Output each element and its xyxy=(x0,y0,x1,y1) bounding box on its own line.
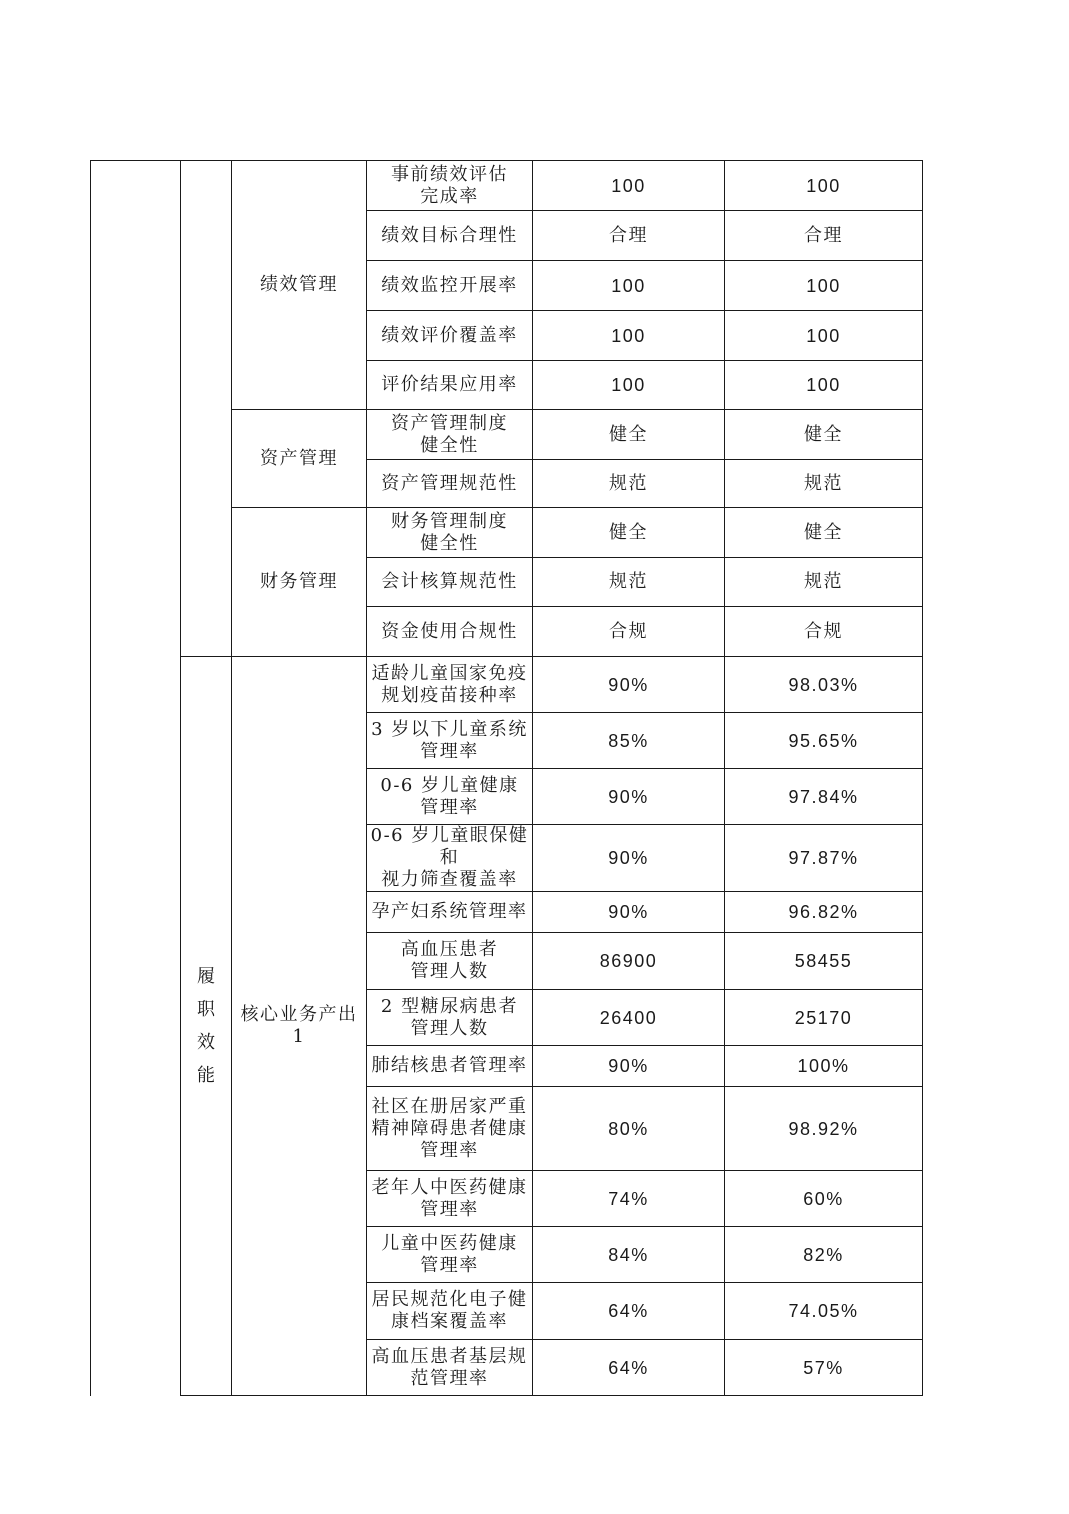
indicator-cell: 绩效监控开展率 xyxy=(367,261,533,311)
table-body xyxy=(91,161,923,1396)
actual-value: 60% xyxy=(725,1171,923,1227)
target-value: 100 xyxy=(533,361,725,410)
actual-value: 100 xyxy=(725,361,923,410)
indicator-cell: 高血压患者基层规 范管理率 xyxy=(367,1340,533,1396)
target-value: 74% xyxy=(533,1171,725,1227)
level2-duty-cell xyxy=(181,657,232,1396)
group-asset-mgmt: 资产管理 xyxy=(232,410,367,508)
actual-value: 98.03% xyxy=(725,657,923,713)
target-value: 合规 xyxy=(533,607,725,657)
actual-value: 25170 xyxy=(725,990,923,1046)
target-value: 90% xyxy=(533,825,725,892)
actual-value: 健全 xyxy=(725,508,923,558)
indicator-cell: 儿童中医药健康 管理率 xyxy=(367,1227,533,1283)
indicator-cell: 绩效目标合理性 xyxy=(367,211,533,261)
indicator-cell: 适龄儿童国家免疫 规划疫苗接种率 xyxy=(367,657,533,713)
indicator-cell: 事前绩效评估 完成率 xyxy=(367,161,533,211)
group-core-output: 核心业务产出 1 xyxy=(232,657,367,1396)
group-perf-mgmt: 绩效管理 xyxy=(232,161,367,410)
actual-value: 97.87% xyxy=(725,825,923,892)
target-value: 26400 xyxy=(533,990,725,1046)
indicator-cell: 绩效评价覆盖率 xyxy=(367,311,533,361)
actual-value: 健全 xyxy=(725,410,923,460)
indicator-cell: 评价结果应用率 xyxy=(367,361,533,410)
level1-duty-label: 履 职 效 能 xyxy=(197,966,215,1086)
actual-value: 规范 xyxy=(725,460,923,508)
target-value: 100 xyxy=(533,311,725,361)
group-finance-mgmt: 财务管理 xyxy=(232,508,367,657)
target-value: 90% xyxy=(533,769,725,825)
indicator-cell: 高血压患者 管理人数 xyxy=(367,933,533,990)
indicator-cell: 0-6 岁儿童健康 管理率 xyxy=(367,769,533,825)
indicator-cell: 财务管理制度 健全性 xyxy=(367,508,533,558)
actual-value: 58455 xyxy=(725,933,923,990)
level1-blank-cell xyxy=(91,161,181,1396)
target-value: 90% xyxy=(533,1046,725,1087)
actual-value: 95.65% xyxy=(725,713,923,769)
actual-value: 74.05% xyxy=(725,1283,923,1340)
indicator-cell: 孕产妇系统管理率 xyxy=(367,892,533,933)
actual-value: 规范 xyxy=(725,558,923,607)
target-value: 84% xyxy=(533,1227,725,1283)
actual-value: 合规 xyxy=(725,607,923,657)
actual-value: 100 xyxy=(725,261,923,311)
actual-value: 98.92% xyxy=(725,1087,923,1171)
actual-value: 82% xyxy=(725,1227,923,1283)
target-value: 规范 xyxy=(533,460,725,508)
target-value: 健全 xyxy=(533,508,725,558)
actual-value: 96.82% xyxy=(725,892,923,933)
indicator-cell: 资产管理规范性 xyxy=(367,460,533,508)
level2-blank-cell xyxy=(181,161,232,657)
performance-table xyxy=(90,160,923,1396)
target-value: 64% xyxy=(533,1340,725,1396)
target-value: 85% xyxy=(533,713,725,769)
indicator-cell: 0-6 岁儿童眼保健和 视力筛查覆盖率 xyxy=(367,825,533,892)
actual-value: 100 xyxy=(725,161,923,211)
actual-value: 100% xyxy=(725,1046,923,1087)
actual-value: 57% xyxy=(725,1340,923,1396)
target-value: 64% xyxy=(533,1283,725,1340)
indicator-cell: 3 岁以下儿童系统 管理率 xyxy=(367,713,533,769)
target-value: 100 xyxy=(533,161,725,211)
actual-value: 97.84% xyxy=(725,769,923,825)
indicator-cell: 老年人中医药健康 管理率 xyxy=(367,1171,533,1227)
target-value: 合理 xyxy=(533,211,725,261)
indicator-cell: 社区在册居家严重 精神障碍患者健康 管理率 xyxy=(367,1087,533,1171)
target-value: 86900 xyxy=(533,933,725,990)
actual-value: 合理 xyxy=(725,211,923,261)
indicator-cell: 2 型糖尿病患者 管理人数 xyxy=(367,990,533,1046)
indicator-cell: 资金使用合规性 xyxy=(367,607,533,657)
target-value: 100 xyxy=(533,261,725,311)
actual-value: 100 xyxy=(725,311,923,361)
indicator-cell: 资产管理制度 健全性 xyxy=(367,410,533,460)
target-value: 80% xyxy=(533,1087,725,1171)
indicator-cell: 居民规范化电子健 康档案覆盖率 xyxy=(367,1283,533,1340)
table-row xyxy=(91,657,923,713)
table-row xyxy=(91,161,923,211)
indicator-cell: 肺结核患者管理率 xyxy=(367,1046,533,1087)
target-value: 健全 xyxy=(533,410,725,460)
target-value: 90% xyxy=(533,657,725,713)
target-value: 90% xyxy=(533,892,725,933)
indicator-cell: 会计核算规范性 xyxy=(367,558,533,607)
target-value: 规范 xyxy=(533,558,725,607)
